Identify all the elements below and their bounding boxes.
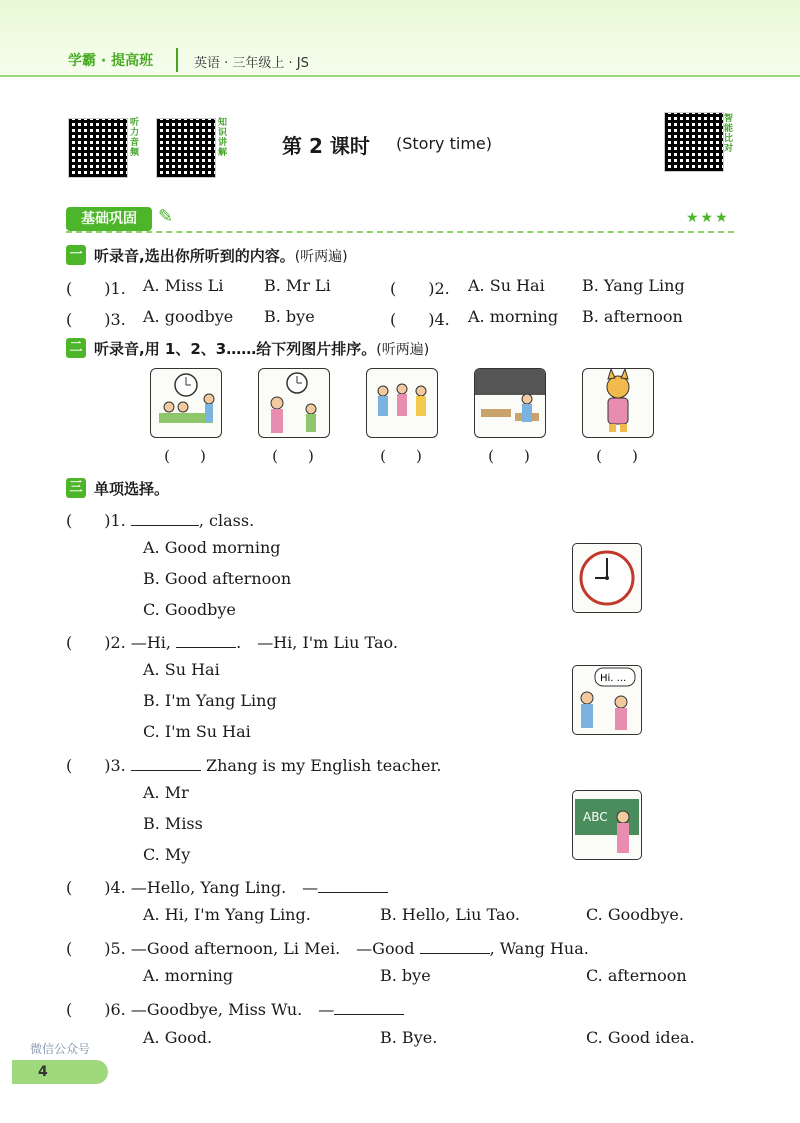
- answer-blank[interactable]: [334, 1000, 404, 1015]
- q1-option-c: C. Goodbye: [143, 600, 236, 619]
- difficulty-stars: ★★★: [686, 210, 730, 226]
- picture-teacher-clock: [258, 368, 330, 438]
- s1-item-3-b: B. bye: [264, 307, 315, 326]
- answer-blank[interactable]: [420, 939, 490, 954]
- section-banner: 基础巩固: [66, 207, 152, 231]
- answer-paren[interactable]: ( ): [390, 279, 435, 298]
- qr-code-explain[interactable]: [156, 118, 216, 178]
- q-text: 5. —Good afternoon, Li Mei. —Good: [110, 939, 415, 958]
- order-paren-4[interactable]: ( ): [488, 447, 530, 465]
- subject-label: 英语 · 三年级上 · JS: [194, 56, 309, 71]
- header-rule: [0, 75, 800, 77]
- q6-stem: [66, 997, 404, 1020]
- q4-option-b: B. Hello, Liu Tao.: [380, 905, 520, 924]
- clock-picture: [572, 543, 642, 613]
- q-text: , class.: [198, 511, 255, 530]
- section-note: (听两遍): [376, 342, 430, 358]
- banner-dashline: [66, 231, 734, 233]
- section-number: 三: [66, 478, 86, 498]
- q2-option-b: B. I'm Yang Ling: [143, 691, 277, 710]
- header-divider: [176, 48, 178, 72]
- item-number: 1.: [110, 279, 126, 298]
- q-text-2: . —Hi, I'm Liu Tao.: [236, 633, 398, 652]
- clock-icon: [573, 544, 641, 612]
- section-title: [94, 245, 348, 266]
- order-paren-1[interactable]: ( ): [164, 447, 206, 465]
- item-number: 2.: [434, 279, 450, 298]
- section-title-text: 听录音,选出你所听到的内容。: [94, 247, 295, 265]
- teacher-illustration: [259, 369, 329, 437]
- q3-option-a: A. Mr: [143, 783, 189, 802]
- pencil-icon: ✎: [158, 206, 174, 227]
- qr-code-compare[interactable]: [664, 112, 724, 172]
- s1-item-2-a: A. Su Hai: [468, 276, 545, 295]
- blackboard-illustration: [573, 791, 641, 859]
- cat-illustration: [583, 369, 653, 437]
- section-title: 单项选择。: [94, 480, 170, 498]
- q2-stem: [66, 630, 398, 653]
- picture-children: [366, 368, 438, 438]
- q5-option-c: C. afternoon: [586, 966, 687, 985]
- s1-item-4-a: A. morning: [468, 307, 559, 326]
- q5-stem: [66, 936, 589, 959]
- q2-option-c: C. I'm Su Hai: [143, 722, 251, 741]
- q-text-2: , Wang Hua.: [489, 939, 589, 958]
- s1-item-2-b: B. Yang Ling: [582, 276, 685, 295]
- q6-option-c: C. Good idea.: [586, 1028, 695, 1047]
- section-title: [94, 338, 429, 359]
- lesson-title: 第 2 课时: [282, 134, 370, 158]
- board-text: ABC: [583, 810, 608, 824]
- answer-paren[interactable]: ( ): [390, 310, 435, 329]
- classroom-illustration: [151, 369, 221, 437]
- answer-blank[interactable]: [131, 756, 201, 771]
- q-text: 2. —Hi,: [110, 633, 172, 652]
- q4-option-a: A. Hi, I'm Yang Ling.: [143, 905, 311, 924]
- greeting-illustration: [573, 666, 641, 734]
- q6-option-a: A. Good.: [143, 1028, 213, 1047]
- s1-item-4: [390, 307, 450, 330]
- brand-title: 学霸 · 提高班: [68, 53, 154, 69]
- q-text: Zhang is my English teacher.: [205, 756, 442, 775]
- s1-item-1: [66, 276, 126, 299]
- dark-classroom-illustration: [475, 369, 545, 437]
- answer-paren[interactable]: ( ): [66, 756, 111, 775]
- watermark-text: 微信公众号: [30, 1042, 91, 1056]
- answer-paren[interactable]: ( ): [66, 633, 111, 652]
- q1-option-b: B. Good afternoon: [143, 569, 292, 588]
- q-number: 1.: [110, 511, 126, 530]
- q2-option-a: A. Su Hai: [143, 660, 220, 679]
- speech-bubble-text: Hi. ...: [600, 673, 627, 684]
- q3-option-c: C. My: [143, 845, 191, 864]
- section-number: 一: [66, 245, 86, 265]
- q3-stem: [66, 753, 441, 776]
- q4-option-c: C. Goodbye.: [586, 905, 684, 924]
- qr-label-audio: 听力音频: [130, 118, 140, 158]
- lesson-subtitle: (Story time): [396, 134, 492, 153]
- order-paren-5[interactable]: ( ): [596, 447, 638, 465]
- picture-dark-classroom: [474, 368, 546, 438]
- q5-option-a: A. morning: [143, 966, 234, 985]
- picture-cat: [582, 368, 654, 438]
- answer-paren[interactable]: ( ): [66, 878, 111, 897]
- s1-item-2: [390, 276, 450, 299]
- q4-stem: [66, 875, 388, 898]
- s1-item-1-b: B. Mr Li: [264, 276, 331, 295]
- item-number: 3.: [110, 310, 126, 329]
- picture-classroom: [150, 368, 222, 438]
- q-text: 6. —Goodbye, Miss Wu. —: [110, 1000, 335, 1019]
- page-number: 4: [12, 1060, 108, 1084]
- order-paren-2[interactable]: ( ): [272, 447, 314, 465]
- s1-item-1-a: A. Miss Li: [143, 276, 224, 295]
- answer-blank[interactable]: [318, 878, 388, 893]
- answer-blank[interactable]: [131, 511, 199, 526]
- answer-paren[interactable]: ( ): [66, 279, 111, 298]
- answer-blank[interactable]: [176, 633, 236, 648]
- s1-item-3: [66, 307, 126, 330]
- s1-item-4-b: B. afternoon: [582, 307, 683, 326]
- q6-option-b: B. Bye.: [380, 1028, 438, 1047]
- teacher-board-picture: [572, 790, 642, 860]
- answer-paren[interactable]: ( ): [66, 310, 111, 329]
- qr-label-compare: 智能比对: [724, 114, 734, 154]
- answer-paren[interactable]: ( ): [66, 1000, 111, 1019]
- q-text: 4. —Hello, Yang Ling. —: [110, 878, 319, 897]
- q3-option-b: B. Miss: [143, 814, 203, 833]
- item-number: 4.: [434, 310, 450, 329]
- answer-paren[interactable]: ( ): [66, 939, 111, 958]
- section-number: 二: [66, 338, 86, 358]
- order-paren-3[interactable]: ( ): [380, 447, 422, 465]
- greeting-picture: [572, 665, 642, 735]
- s1-item-3-a: A. goodbye: [143, 307, 234, 326]
- q5-option-b: B. bye: [380, 966, 431, 985]
- qr-code-audio[interactable]: [68, 118, 128, 178]
- qr-label-explain: 知识讲解: [218, 118, 228, 158]
- q-number: 3.: [110, 756, 126, 775]
- section-title-text: 听录音,用 1、2、3……给下列图片排序。: [94, 340, 377, 358]
- q1-stem: [66, 508, 254, 531]
- q1-option-a: A. Good morning: [143, 538, 281, 557]
- children-illustration: [367, 369, 437, 437]
- answer-paren[interactable]: ( ): [66, 511, 111, 530]
- section-note: (听两遍): [294, 249, 348, 265]
